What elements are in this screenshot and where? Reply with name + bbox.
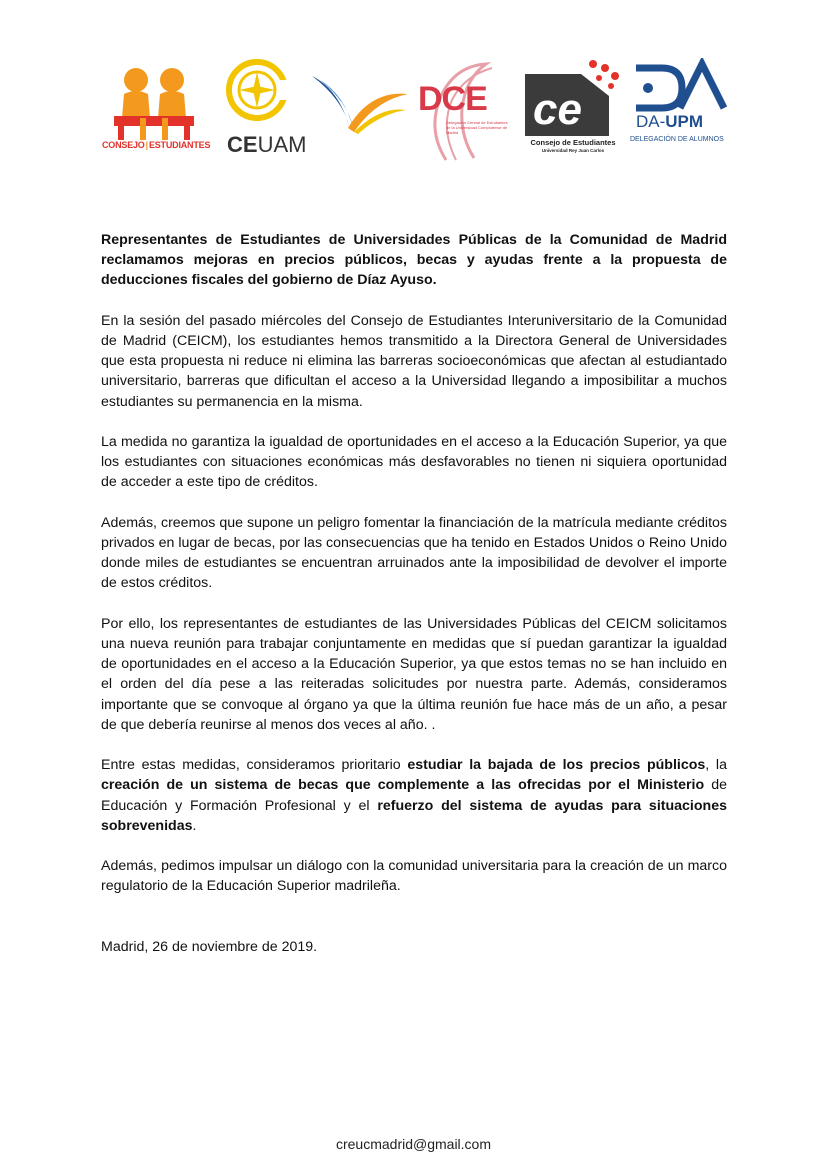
svg-text:ce: ce (533, 85, 582, 134)
ce-house-icon (525, 58, 621, 136)
dce-logo (416, 58, 514, 162)
da-upm-text-b: UPM (665, 112, 704, 131)
p5-bold-f: refuerzo del sistema de ayudas para situaciones sobrevenidas (101, 797, 727, 834)
paragraph-5 (101, 755, 727, 836)
p5-text-g: . (192, 817, 197, 834)
consejo-logo-text-b: ESTUDIANTES (148, 140, 211, 150)
paragraph-1: En la sesión del pasado miércoles del Consejo de Estudiantes Interuniversitario de la Comunidad de Madrid (CEICM), los estudiantes hemos transmitido a la Directora General de Universidades que esta propuesta ni reduce ni elimina las barreras socioeconómicas que afectan al estudiantado universitario, barreras que dificultan el acceso a la Universidad llegando a imposibilitar a muchos estudiantes su permanencia en la misma. (101, 312, 727, 410)
paragraph-3: Además, creemos que supone un peligro fomentar la financiación de la matrícula mediante créditos privados en lugar de becas, por las consecuencias que ha tenido en Estados Unidos o Reino Unido donde miles de estudiantes se encuentran arruinados ante la imposibilidad de devolver el importe de estos créditos. (101, 514, 727, 592)
wave-swoosh-icon (310, 70, 410, 140)
consejo-estudiantes-logo: CONSEJO|ESTUDIANTES (100, 58, 208, 162)
dce-logo-subtitle: Delegación Central de Estudiantes de la Universidad Complutense de Madrid (446, 120, 508, 135)
da-upm-mark-icon (628, 58, 727, 112)
compass-icon (225, 58, 303, 128)
p5-bold-b: estudiar la bajada de los precios públicos (407, 757, 706, 774)
paragraph-6: Además, pedimos impulsar un diálogo con la comunidad universitaria para la creación de un marco regulatorio de la Educación Superior madrileña. (101, 858, 727, 895)
document-date: Madrid, 26 de noviembre de 2019. (101, 938, 318, 955)
consejo-logo-text-a: CONSEJO (102, 140, 145, 150)
ce-urjc-logo (525, 58, 621, 162)
logo-strip (100, 58, 727, 162)
paragraph-2: La medida no garantiza la igualdad de oportunidades en el acceso a la Educación Superior, ya que los estudiantes con situaciones económicas más desfavorables no tienen ni siquiera oportunidad de acceder a este tipo de créditos. (101, 434, 727, 491)
ceuam-logo-text-b: UAM (257, 132, 307, 157)
paragraph-4: Por ello, los representantes de estudiantes de las Universidades Públicas del CEICM solicitamos una nueva reunión para trabajar conjuntamente en medidas que sí puedan garantizar la igualdad de oportunidades en el acceso a la Educación Superior, ya que estos temas no se han incluido en el orden del día pese a las reiteradas solicitudes por nuestra parte. Además, consideramos importante que se convoque al órgano ya que la última reunión fue hace más de un año, a pesar de que debería reunirse al menos dos veces al año. . (101, 615, 727, 733)
wave-logo (310, 70, 410, 150)
p5-text-a: Entre estas medidas, consideramos prioritario (101, 757, 408, 774)
p5-text-e: de Educación y Formación Profesional y el (101, 777, 727, 814)
da-upm-logo (628, 58, 727, 162)
ceuam-logo (225, 58, 307, 162)
da-upm-subtitle: DELEGACIÓN DE ALUMNOS (630, 136, 724, 143)
two-students-icon (100, 58, 208, 142)
press-release-body (101, 230, 727, 977)
ce-urjc-line2: Universidad Rey Juan Carlos (541, 148, 605, 153)
footer-email: creucmadrid@gmail.com (335, 1136, 492, 1152)
p5-text-c: , la (705, 757, 727, 774)
da-upm-text-a: DA- (636, 112, 666, 131)
document-title: Representantes de Estudiantes de Universidades Públicas de la Comunidad de Madrid reclamamos mejoras en precios públicos, becas y ayudas frente a la propuesta de deducciones fiscales del gobierno de Díaz Ayuso. (101, 232, 727, 289)
p5-bold-d: creación de un sistema de becas que complemente a las ofrecidas por el Ministerio (101, 777, 705, 794)
ceuam-logo-text-a: CE (227, 132, 258, 157)
ce-urjc-line1: Consejo de Estudiantes (530, 138, 616, 147)
dce-logo-text: DCE (418, 80, 487, 118)
